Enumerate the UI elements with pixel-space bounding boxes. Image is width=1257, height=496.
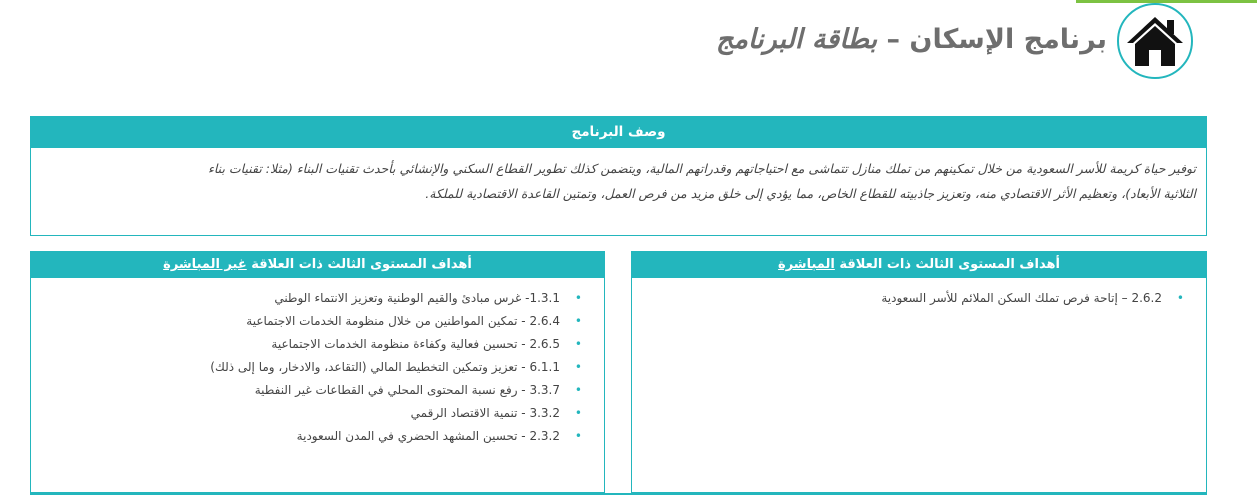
indirect-heading-prefix: أهداف المستوى الثالث ذات العلاقة (246, 257, 472, 272)
indirect-objectives-heading (31, 252, 604, 278)
direct-heading-underlined: المباشرة (778, 257, 835, 272)
bullet-icon: • (574, 406, 582, 420)
description-line-2: الثلاثية الأبعاد)، وتعظيم الأثر الاقتصادي منه، وتعزيز جاذبيته للقطاع الخاص، مما يؤدي إلى خلق مزيد من فرص العمل، وتمتين القاعدة الاقتصادية للملكة. (425, 186, 1196, 201)
objective-item (41, 333, 582, 356)
bullet-icon: • (574, 314, 582, 328)
bullet-icon: • (574, 291, 582, 305)
objective-text: 6.1.1 - تعزيز وتمكين التخطيط المالي (التقاعد، والادخار، وما إلى ذلك) (210, 360, 560, 374)
program-description-card (30, 116, 1207, 236)
objective-text: 3.3.2 - تنمية الاقتصاد الرقمي (410, 406, 560, 420)
house-icon (1117, 3, 1193, 79)
indirect-objectives-list (31, 278, 604, 448)
objective-item (41, 287, 582, 310)
objective-text: 2.6.4 - تمكين المواطنين من خلال منظومة الخدمات الاجتماعية (246, 314, 560, 328)
objective-item (41, 310, 582, 333)
objective-item (41, 356, 582, 379)
objective-item (41, 379, 582, 402)
description-line-1: توفير حياة كريمة للأسر السعودية من خلال تمكينهم من تملك منازل تتماشى مع احتياجاتهم وقدراتهم المالية، ويتضمن كذلك تطوير القطاع السكني والإنشائي بأحدث تقنيات البناء (مثلا: تقنيات بناء (208, 161, 1196, 176)
bullet-icon: • (574, 429, 582, 443)
bullet-icon: • (574, 337, 582, 351)
objective-item (41, 425, 582, 448)
objective-item (642, 287, 1184, 310)
bullet-icon: • (574, 360, 582, 374)
title-main: برنامج الإسكان – (886, 24, 1107, 55)
bullet-icon: • (1176, 291, 1184, 305)
objective-text: 1.3.1- غرس مبادئ والقيم الوطنية وتعزيز الانتماء الوطني (274, 291, 560, 305)
page-title (716, 24, 1107, 55)
objective-text: 2.6.5 - تحسين فعالية وكفاءة منظومة الخدمات الاجتماعية (271, 337, 560, 351)
objective-text: 3.3.7 - رفع نسبة المحتوى المحلي في القطاعات غير النفطية (254, 383, 560, 397)
indirect-heading-underlined: غير المباشرة (163, 257, 247, 272)
direct-objectives-list (632, 278, 1206, 310)
bullet-icon: • (574, 383, 582, 397)
top-accent-bar (1076, 0, 1257, 3)
description-heading: وصف البرنامج (31, 117, 1206, 148)
objective-item (41, 402, 582, 425)
indirect-objectives-card (30, 251, 605, 493)
title-sub: بطاقة البرنامج (716, 24, 878, 55)
objective-text: 2.3.2 - تحسين المشهد الحضري في المدن السعودية (296, 429, 560, 443)
direct-objectives-card (631, 251, 1207, 493)
description-text (31, 148, 1206, 206)
bottom-rule (30, 493, 1207, 495)
direct-heading-prefix: أهداف المستوى الثالث ذات العلاقة (834, 257, 1060, 272)
objective-text: 2.6.2 – إتاحة فرص تملك السكن الملائم للأسر السعودية (881, 291, 1162, 305)
direct-objectives-heading (632, 252, 1206, 278)
